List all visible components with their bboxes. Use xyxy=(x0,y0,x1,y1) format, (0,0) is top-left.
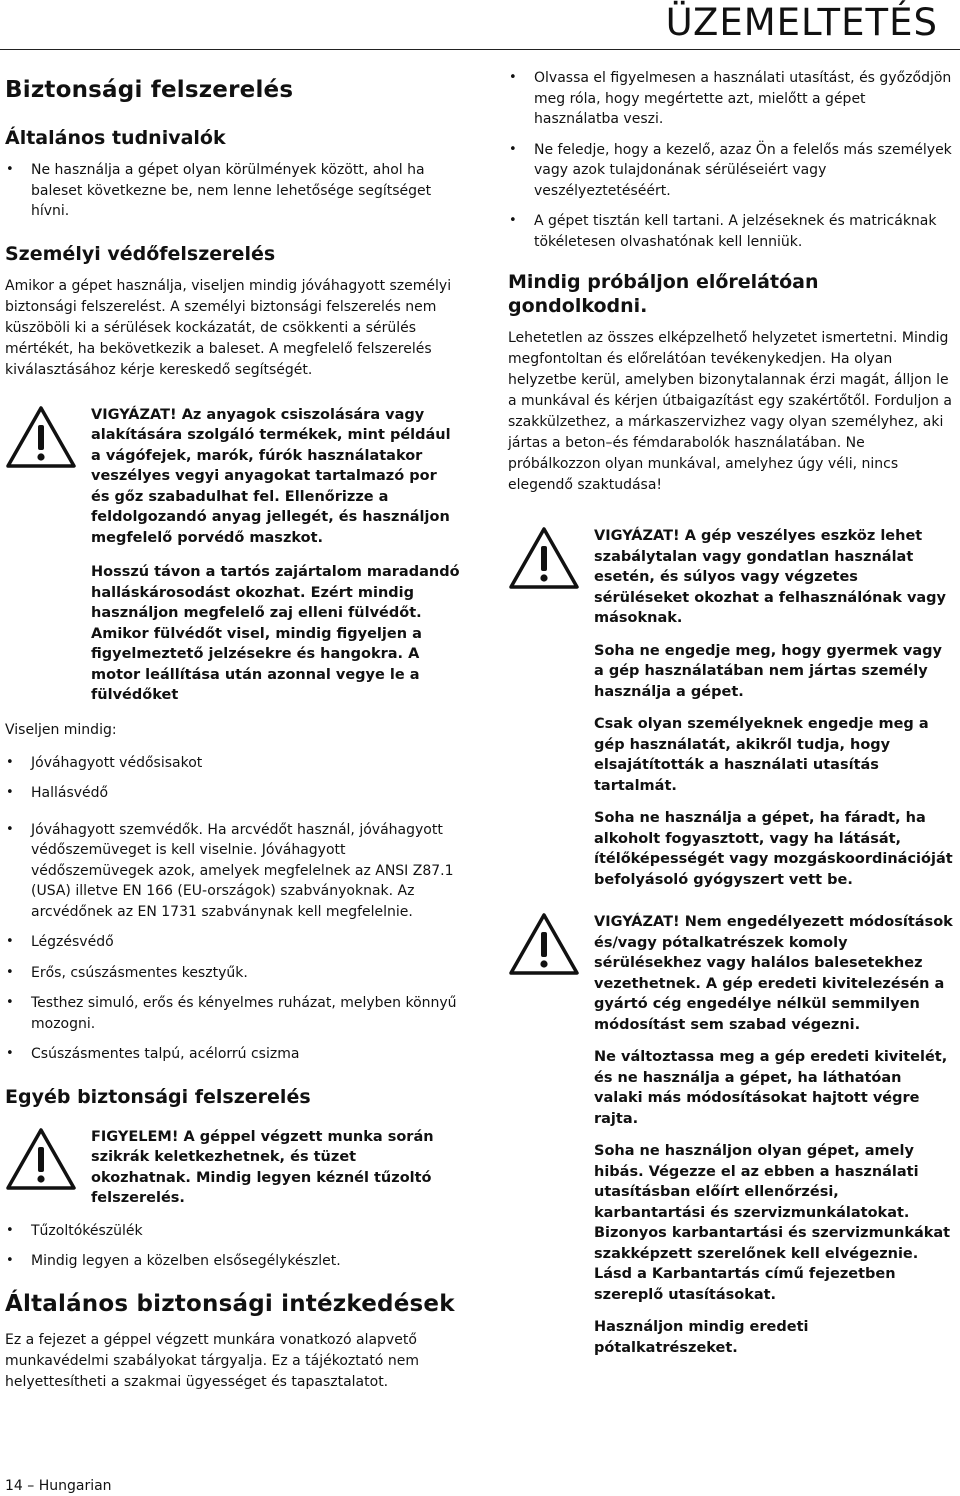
warning-text: Használjon mindig eredeti pótalkatrészeket. xyxy=(594,1319,809,1356)
right-column xyxy=(508,68,954,1370)
section-title-general-safety: Általános biztonsági intézkedések xyxy=(5,1290,455,1317)
warning-block-modifications xyxy=(508,912,954,1358)
list-item: • Hallásvédő xyxy=(5,783,460,804)
warning-text: FIGYELEM! A géppel végzett munka során szikrák keletkezhetnek, és tüzet okozhatnak. Mindig legyen kéznél tűzoltó felszerelés. xyxy=(91,1128,434,1206)
warning-text: Soha ne használja a gépet, ha fáradt, ha alkoholt fogyasztott, vagy ha látását, ítélőképességét vagy mozgáskoordinációját befolyásoló gyógyszert vett be. xyxy=(594,810,953,888)
warning-text: Csak olyan személyeknek engedje meg a gép használatát, akikről tudja, hogy elsajátították a használati utasítás tartalmát. xyxy=(594,716,929,794)
warning-text: Hosszú távon a tartós zajártalom maradandó halláskárosodást okozhat. Ezért mindig használjon megfelelő zaj elleni fülvédőt. Amikor fülvédőt visel, mindig figyeljen a figyelmeztető jelzésekre és hangokra. A motor leállítása után azonnal vegye le a fülvédőket xyxy=(91,564,460,703)
warning-triangle-icon xyxy=(508,526,580,590)
section-title-safety-equipment: Biztonsági felszerelés xyxy=(5,77,294,103)
warning-triangle-icon xyxy=(508,912,580,976)
right-bullets xyxy=(508,68,954,252)
list-item: • Olvassa el figyelmesen a használati utasítást, és győződjön meg róla, hogy megértette azt, mielőtt a gépet használatba veszi. xyxy=(508,68,954,130)
right-heading: Mindig próbáljon előrelátóan gondolkodni. xyxy=(508,271,819,317)
list-item: • Testhez simuló, erős és kényelmes ruházat, melyben könnyű mozogni. xyxy=(5,993,460,1034)
subsection-title-general: Általános tudnivalók xyxy=(5,127,226,149)
page-footer: 14 – Hungarian xyxy=(5,1478,112,1494)
wear-intro: Viseljen mindig: xyxy=(5,721,117,738)
warning-text: VIGYÁZAT! Nem engedélyezett módosítások és/vagy pótalkatrészek komoly sérülésekhez vagy halálos balesetekhez vezethetnek. A gép eredeti kivitelezésén a gyártó cég engedélye nélkül semmilyen módosítást sem szabad végezni. xyxy=(594,914,953,1033)
page-header-title: ÜZEMELTETÉS xyxy=(665,1,938,44)
other-equipment-bullets xyxy=(5,1221,460,1272)
list-item: • Jóváhagyott szemvédők. Ha arcvédőt használ, jóváhagyott védőszemüveget is kell viselnie. Jóváhagyott védőszemüvegek azok, amelyek megfelelnek az ANSI Z87.1 (USA) illetve EN 166 (EU-országok) szabványoknak. Az arcvédőnek az EN 1731 szabványnak kell megfelelnie. xyxy=(5,820,460,923)
personal-protective-paragraph: Amikor a gépet használja, viseljen mindig jóváhagyott személyi biztonsági felszerelést. A személyi biztonsági felszerelés nem küszöböli ki a sérülések kockázatát, de csökkenti a sérülés mértékét, ha bekövetkezik a baleset. A megfelelő felszerelés kiválasztásához kérje kereskedő segítségét. xyxy=(5,277,452,378)
list-item: • Tűzoltókészülék xyxy=(5,1221,460,1242)
warning-text: VIGYÁZAT! A gép veszélyes eszköz lehet szabálytalan vagy gondatlan használat esetén, és súlyos vagy végzetes sérüléseket okozhat a felhasználónak vagy másoknak. xyxy=(594,528,947,626)
warning-triangle-icon xyxy=(5,1127,77,1191)
warning-block-danger xyxy=(508,526,954,890)
left-column xyxy=(5,60,460,1401)
general-bullets xyxy=(5,160,460,222)
list-item: • Ne feledje, hogy a kezelő, azaz Ön a felelős más személyek vagy azok tulajdonának sérüléseiért vagy veszélyeztetéséért. xyxy=(508,140,954,202)
warning-text: VIGYÁZAT! Az anyagok csiszolására vagy alakítására szolgáló termékek, mint például a vágófejek, marók, fúrók használatakor veszélyes vegyi anyagokat tartalmazó por és gőz szabadulhat fel. Ellenőrizze a feldolgozandó anyag jellegét, és használjon megfelelő porvédő maszkot. xyxy=(91,406,451,546)
warning-triangle-icon xyxy=(5,405,77,469)
header-rule xyxy=(0,49,960,50)
list-item: • Ne használja a gépet olyan körülmények között, ahol ha baleset következne be, nem lenne lehetősége segítséget hívni. xyxy=(5,160,460,222)
warning-block-fire xyxy=(5,1127,460,1209)
list-item: • Mindig legyen a közelben elsősegélykészlet. xyxy=(5,1251,460,1272)
right-paragraph: Lehetetlen az összes elképzelhető helyzetet ismertetni. Mindig megfontoltan és előrelátóan tevékenykedjen. Ha olyan helyzetbe kerül, amelyben bizonytalannak érzi magát, álljon le a munkával és kérjen útbaigazítást egy szakértőtől. Forduljon a szakkülzethez, a márkaszervizhez vagy olyan személyhez, aki jártas a beton–és fémdarabolók használatában. Ne próbálkozzon olyan munkával, amelyhez úgy véli, nincs elegendő szaktudása! xyxy=(508,330,952,493)
list-item: • A gépet tisztán kell tartani. A jelzéseknek és matricáknak tökéletesen olvashatónak kell lenniük. xyxy=(508,211,954,252)
list-item: • Légzésvédő xyxy=(5,932,460,953)
list-item: • Csúszásmentes talpú, acélorrú csizma xyxy=(5,1044,460,1065)
subsection-title-other-equipment: Egyéb biztonsági felszerelés xyxy=(5,1085,311,1108)
warning-text: Soha ne használjon olyan gépet, amely hibás. Végezze el az ebben a használati utasításban előírt ellenőrzési, karbantartási és szervizmunkálatokat. Bizonyos karbantartási és szervizmunkákat szakképzett szerelőnek kell elvégeznie. Lásd a Karbantartás című fejezetben szereplő utasításokat. xyxy=(594,1143,951,1303)
list-item: • Erős, csúszásmentes kesztyűk. xyxy=(5,963,460,984)
wear-bullets xyxy=(5,753,460,1065)
general-safety-paragraph: Ez a fejezet a géppel végzett munkára vonatkozó alapvető munkavédelmi szabályokat tárgyalja. Ez a tájékoztató nem helyettesítheti a szakmai ügyességet és tapasztalatot. xyxy=(5,1331,419,1390)
warning-block-dust-noise xyxy=(5,405,460,706)
subsection-title-personal-protective: Személyi védőfelszerelés xyxy=(5,242,276,265)
warning-text: Soha ne engedje meg, hogy gyermek vagy a gép használatában nem jártas személy használja a gépet. xyxy=(594,642,942,700)
warning-text: Ne változtassa meg a gép eredeti kivitelét, és ne használja a gépet, ha láthatóan valaki más módosításokat hajtott végre rajta. xyxy=(594,1049,948,1127)
list-item: • Jóváhagyott védősisakot xyxy=(5,753,460,774)
